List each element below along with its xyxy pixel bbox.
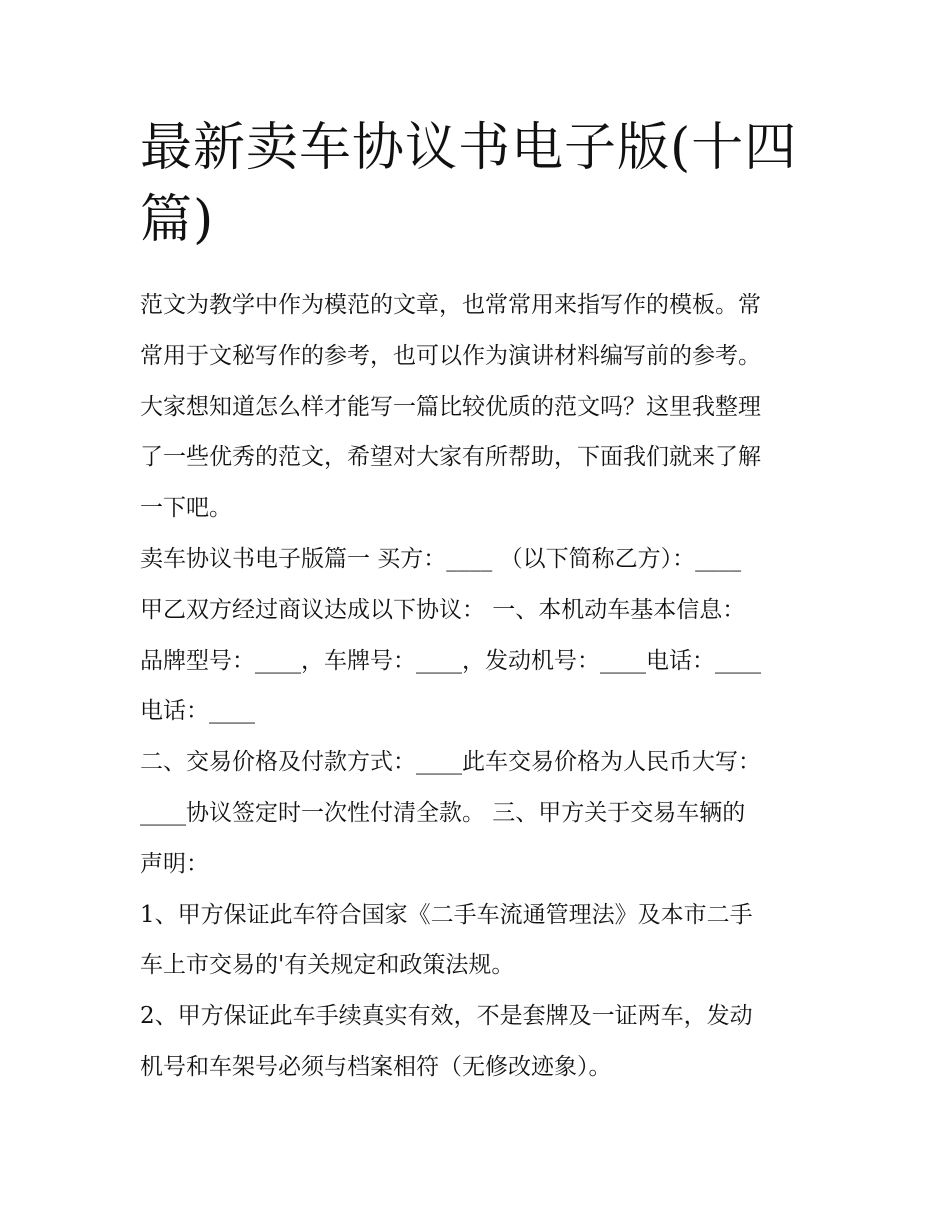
- text-line: 卖车协议书电子版篇一 买方：____ （以下简称乙方）：____: [140, 545, 742, 572]
- text-line: 1、甲方保证此车符合国家《二手车流通管理法》及本市二手: [140, 901, 753, 928]
- text-line: 了一些优秀的范文，希望对大家有所帮助，下面我们就来了解: [140, 444, 761, 471]
- text-line: 声明：: [140, 850, 209, 877]
- document-content: [140, 112, 820, 1093]
- text-line: 电话：____: [140, 698, 255, 725]
- agreement-clause-2: [140, 991, 820, 1093]
- title-line: 篇): [140, 190, 215, 250]
- agreement-paragraph-parties: [140, 534, 820, 737]
- text-line: 常用于文秘写作的参考，也可以作为演讲材料编写前的参考。: [140, 342, 761, 369]
- text-line: 二、交易价格及付款方式：____此车交易价格为人民币大写：: [140, 749, 761, 776]
- agreement-clause-1: [140, 890, 820, 992]
- text-line: 2、甲方保证此车手续真实有效，不是套牌及一证两车，发动: [140, 1003, 753, 1030]
- text-line: 机号和车架号必须与档案相符（无修改迹象）。: [140, 1053, 612, 1080]
- text-line: 范文为教学中作为模范的文章，也常常用来指写作的模板。常: [140, 292, 761, 318]
- text-line: 车上市交易的'有关规定和政策法规。: [140, 952, 515, 979]
- text-line: 一下吧。: [140, 495, 232, 522]
- agreement-paragraph-price: [140, 737, 820, 889]
- text-line: 品牌型号：____，车牌号：____，发动机号：____电话：____: [140, 647, 761, 674]
- document-body: [140, 280, 820, 1093]
- title-line: 最新卖车协议书电子版(十四: [140, 118, 798, 178]
- intro-paragraph: [140, 280, 820, 534]
- text-line: ____协议签定时一次性付清全款。 三、甲方关于交易车辆的: [140, 799, 746, 826]
- text-line: 甲乙双方经过商议达成以下协议： 一、本机动车基本信息：: [140, 596, 746, 623]
- document-title: [140, 112, 820, 256]
- text-line: 大家想知道怎么样才能写一篇比较优质的范文吗？这里我整理: [140, 393, 761, 420]
